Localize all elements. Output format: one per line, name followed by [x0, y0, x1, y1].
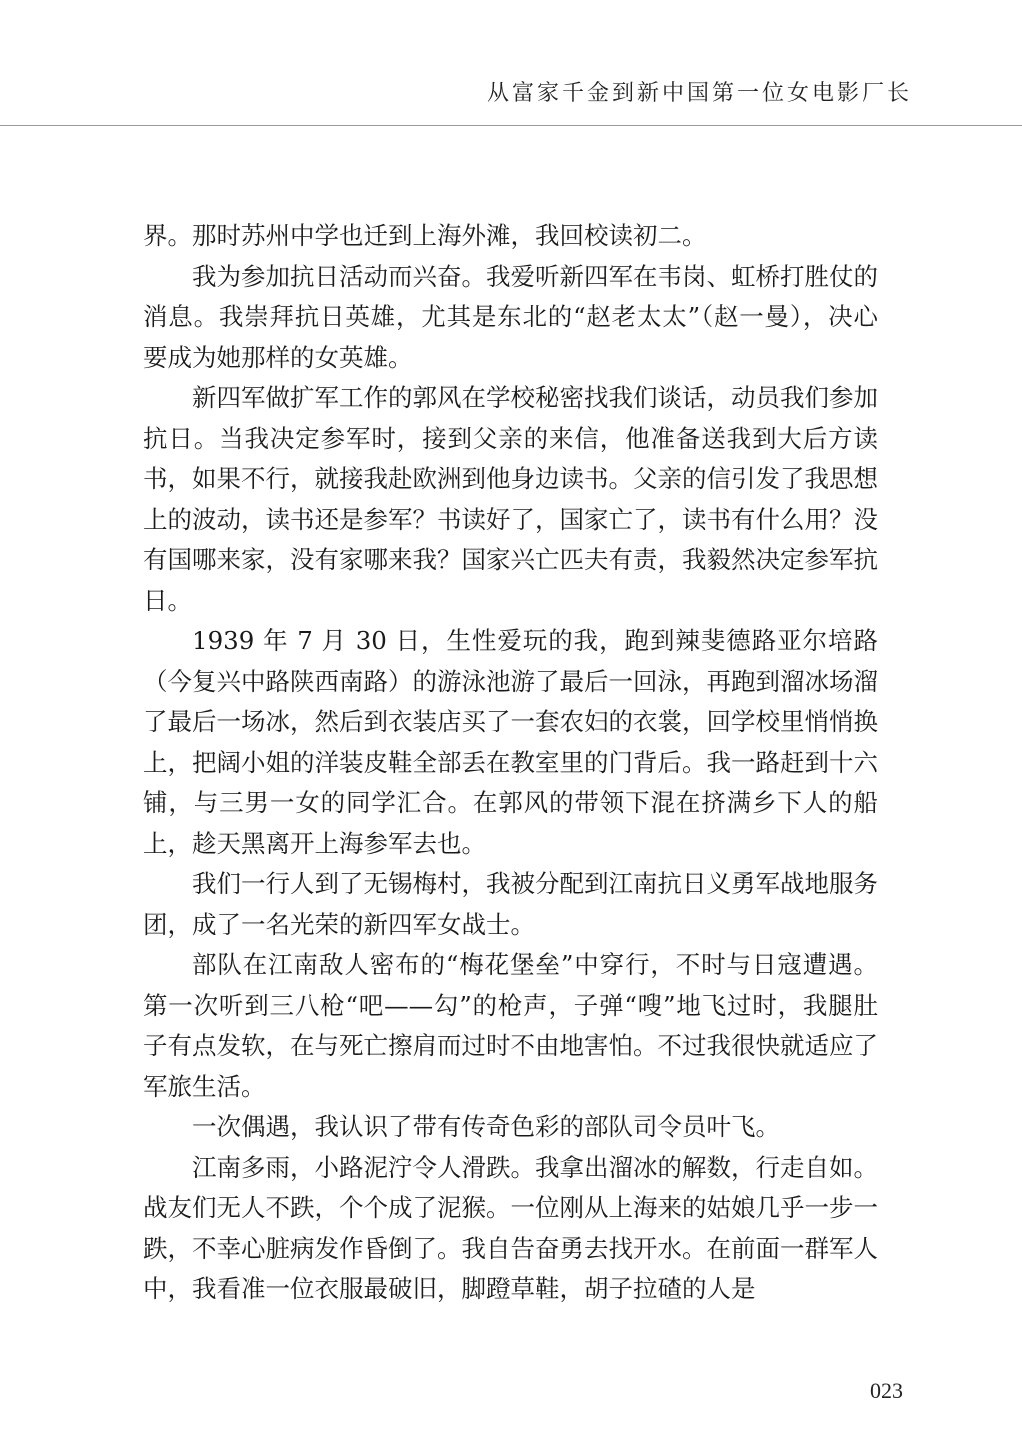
paragraph: 1939 年 7 月 30 日，生性爱玩的我，跑到辣斐德路亚尔培路（今复兴中路陕西南路）的游泳池游了最后一回泳，再跑到溜冰场溜了最后一场冰，然后到衣装店买了一套农妇的衣裳，回学校里悄悄换上，把阔小姐的洋装皮鞋全部丢在教室里的门背后。我一路赶到十六铺，与三男一女的同学汇合。在郭风的带领下混在挤满乡下人的船上，趁天黑离开上海参军去也。 — [143, 626, 878, 858]
body-text — [143, 216, 878, 1310]
paragraph: 我们一行人到了无锡梅村，我被分配到江南抗日义勇军战地服务团，成了一名光荣的新四军女战士。 — [143, 869, 878, 939]
paragraph: 新四军做扩军工作的郭风在学校秘密找我们谈话，动员我们参加抗日。当我决定参军时，接到父亲的来信，他准备送我到大后方读书，如果不行，就接我赴欧洲到他身边读书。父亲的信引发了我思想上的波动，读书还是参军？书读好了，国家亡了，读书有什么用？没有国哪来家，没有家哪来我？国家兴亡匹夫有责，我毅然决定参军抗日。 — [143, 383, 878, 615]
paragraph: 一次偶遇，我认识了带有传奇色彩的部队司令员叶飞。 — [192, 1112, 780, 1141]
paragraph: 江南多雨，小路泥泞令人滑跌。我拿出溜冰的解数，行走自如。战友们无人不跌，个个成了泥猴。一位刚从上海来的姑娘几乎一步一跌，不幸心脏病发作昏倒了。我自告奋勇去找开水。在前面一群军人中，我看准一位衣服最破旧，脚蹬草鞋，胡子拉碴的人是 — [143, 1152, 878, 1303]
paragraph: 部队在江南敌人密布的“梅花堡垒”中穿行，不时与日寇遭遇。第一次听到三八枪“吧——勾”的枪声，子弹“嗖”地飞过时，我腿肚子有点发软，在与死亡擦肩而过时不由地害怕。不过我很快就适应了军旅生活。 — [143, 950, 878, 1101]
header-rule — [0, 125, 1022, 126]
page-number: 023 — [870, 1378, 903, 1403]
running-header-title: 从富家千金到新中国第一位女电影厂长 — [486, 81, 912, 106]
paragraph: 我为参加抗日活动而兴奋。我爱听新四军在韦岗、虹桥打胜仗的消息。我崇拜抗日英雄，尤其是东北的“赵老太太”（赵一曼），决心要成为她那样的女英雄。 — [143, 261, 878, 372]
paragraph-continuation: 界。那时苏州中学也迁到上海外滩，我回校读初二。 — [143, 221, 707, 250]
